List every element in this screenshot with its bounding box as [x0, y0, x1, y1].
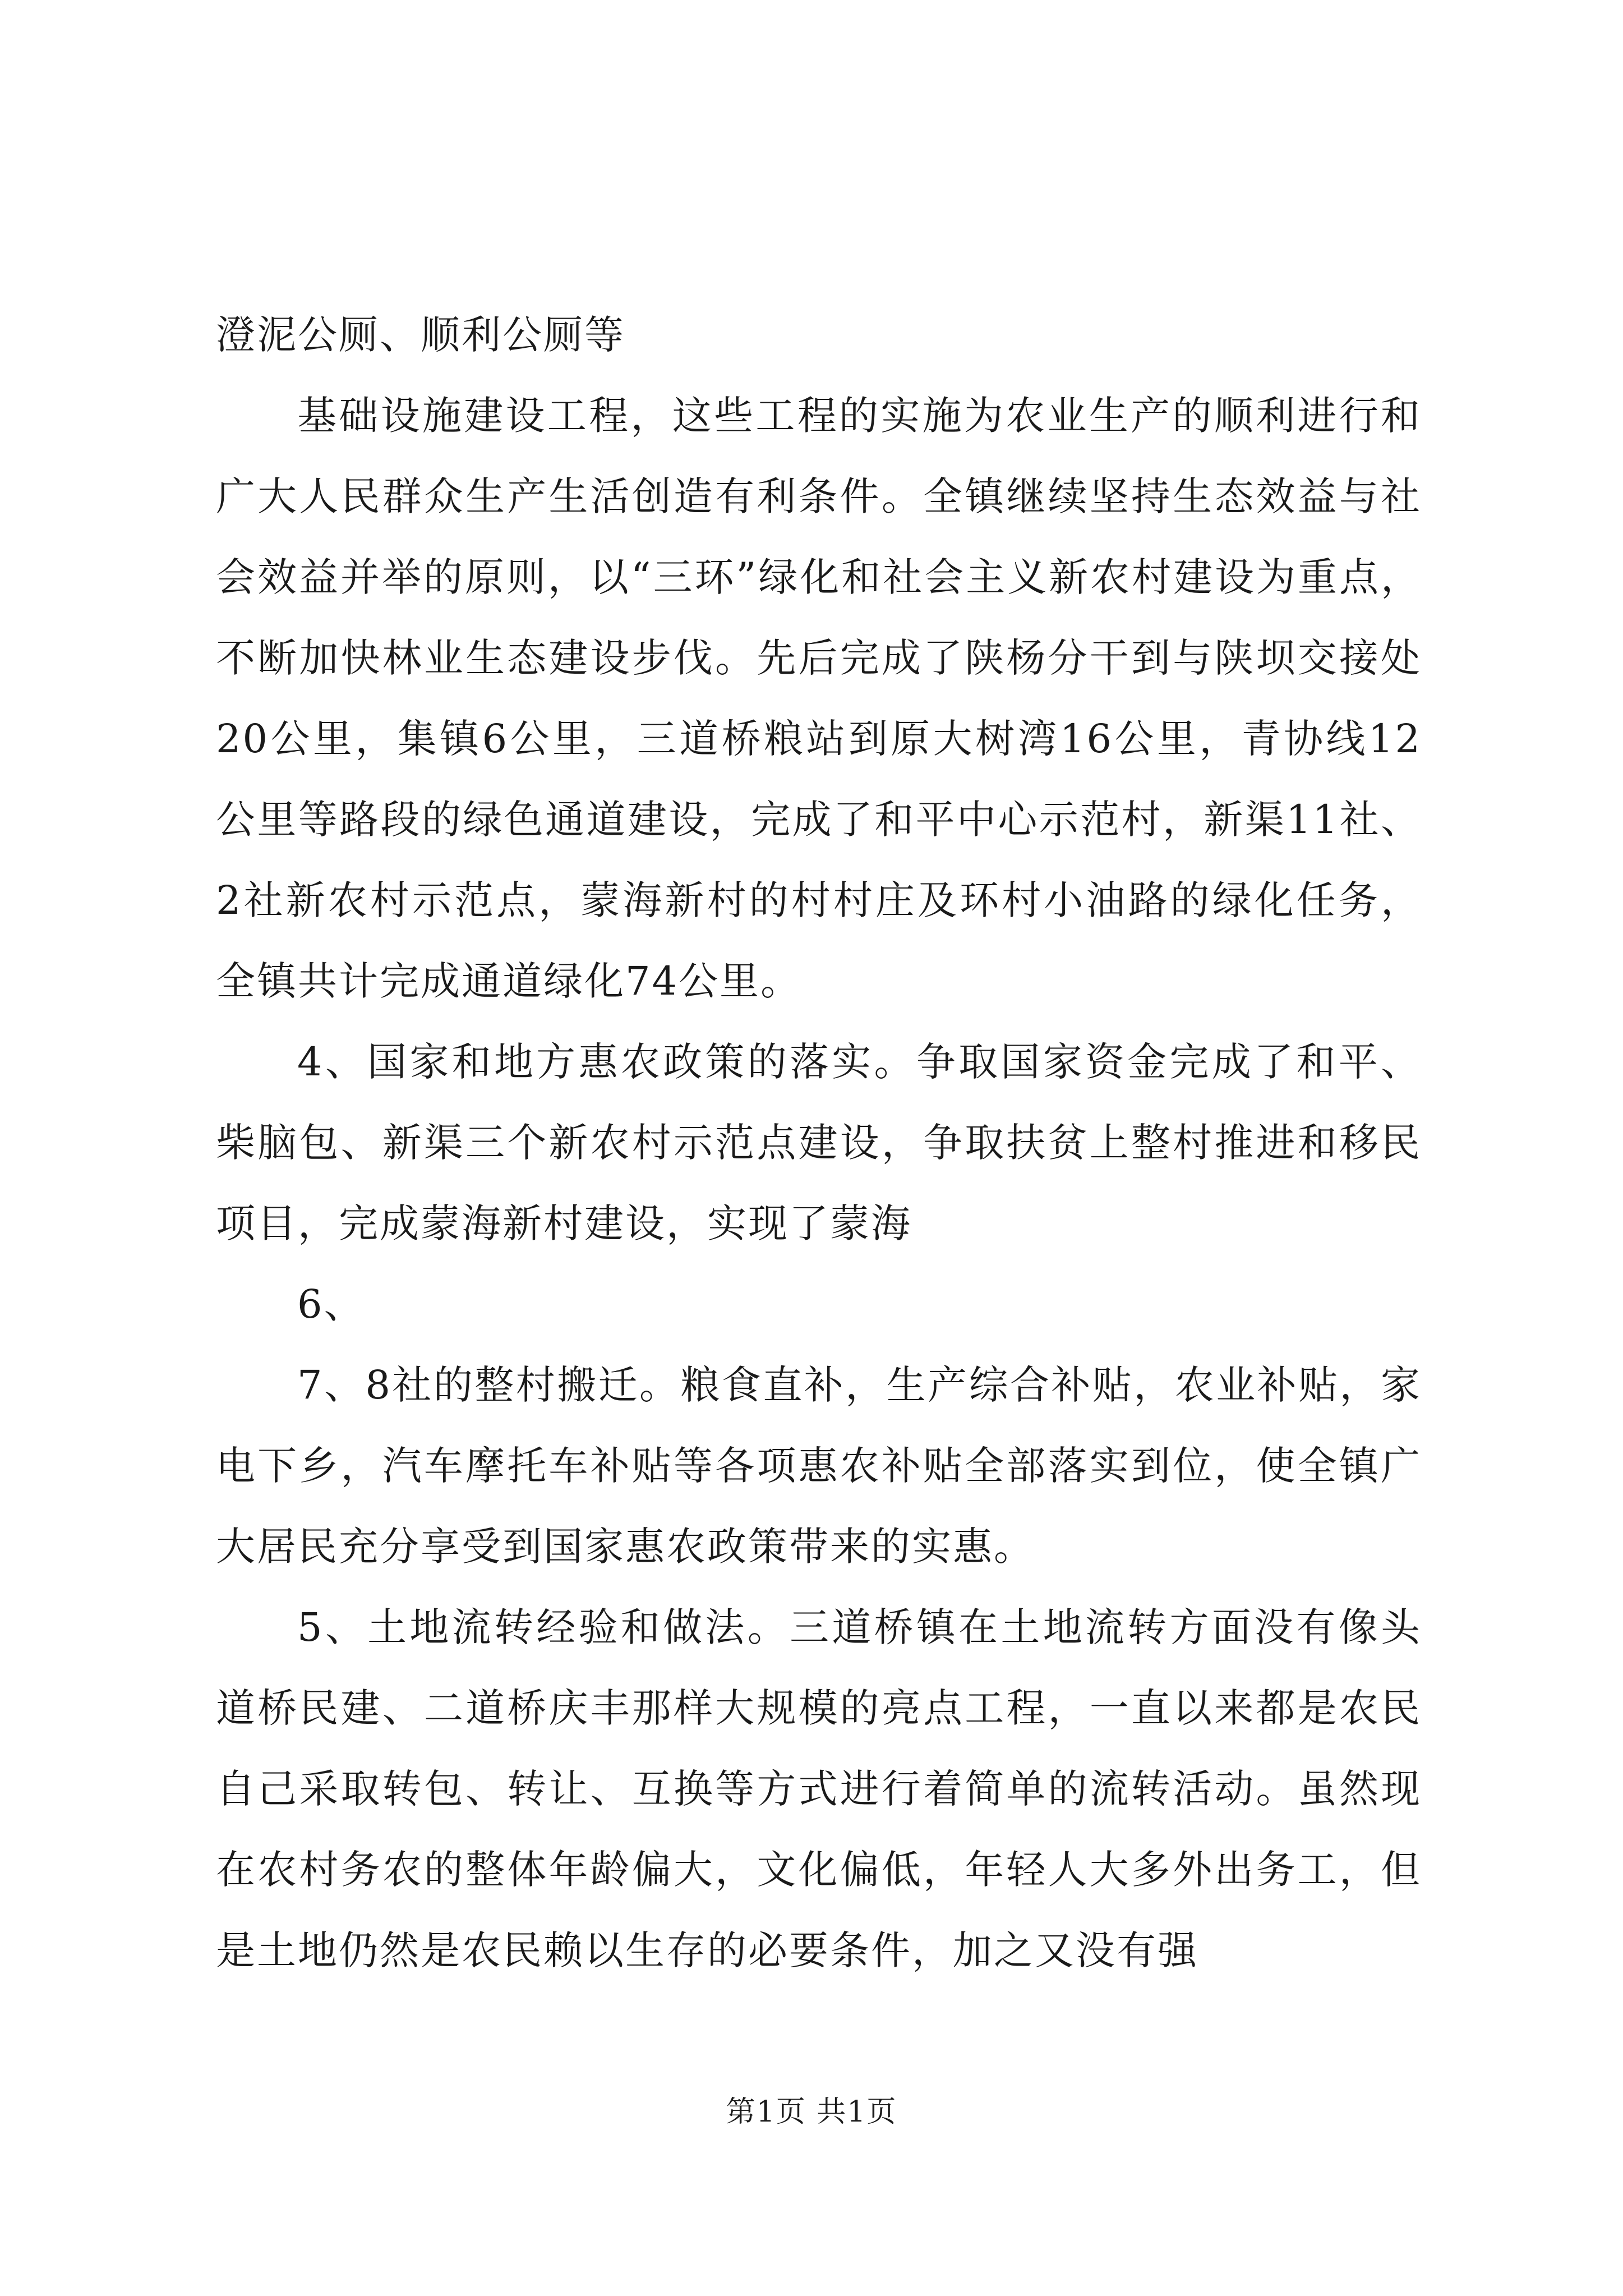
paragraph-4: 6、 — [297, 1281, 365, 1327]
page-footer: 第1页 共1页 — [726, 2095, 897, 2129]
document-body — [216, 295, 1422, 1991]
paragraph-3: 4、国家和地方惠农政策的落实。争取国家资金完成了和平、柴脑包、新渠三个新农村示范点建设，争取扶贫上整村推进和移民项目，完成蒙海新村建设，实现了蒙海 — [216, 1039, 1422, 1246]
paragraph-2: 基础设施建设工程，这些工程的实施为农业生产的顺利进行和广大人民群众生产生活创造有利条件。全镇继续坚持生态效益与社会效益并举的原则，以“三环”绿化和社会主义新农村建设为重点，不断加快林业生态建设步伐。先后完成了陕杨分干到与陕坝交接处20公里，集镇6公里，三道桥粮站到原大树湾16公里，青协线12公里等路段的绿色通道建设，完成了和平中心示范村，新渠11社、2社新农村示范点，蒙海新村的村村庄及环村小油路的绿化任务，全镇共计完成通道绿化74公里。 — [216, 393, 1422, 1004]
paragraph-1: 澄泥公厕、顺利公厕等 — [216, 312, 625, 358]
paragraph-5: 7、8社的整村搬迁。粮食直补，生产综合补贴，农业补贴，家电下乡，汽车摩托车补贴等各项惠农补贴全部落实到位，使全镇广大居民充分享受到国家惠农政策带来的实惠。 — [216, 1362, 1422, 1570]
paragraph-6: 5、土地流转经验和做法。三道桥镇在土地流转方面没有像头道桥民建、二道桥庆丰那样大规模的亮点工程，一直以来都是农民自己采取转包、转让、互换等方式进行着简单的流转活动。虽然现在农村务农的整体年龄偏大，文化偏低，年轻人大多外出务工，但是土地仍然是农民赖以生存的必要条件，加之又没有强 — [216, 1604, 1422, 1973]
